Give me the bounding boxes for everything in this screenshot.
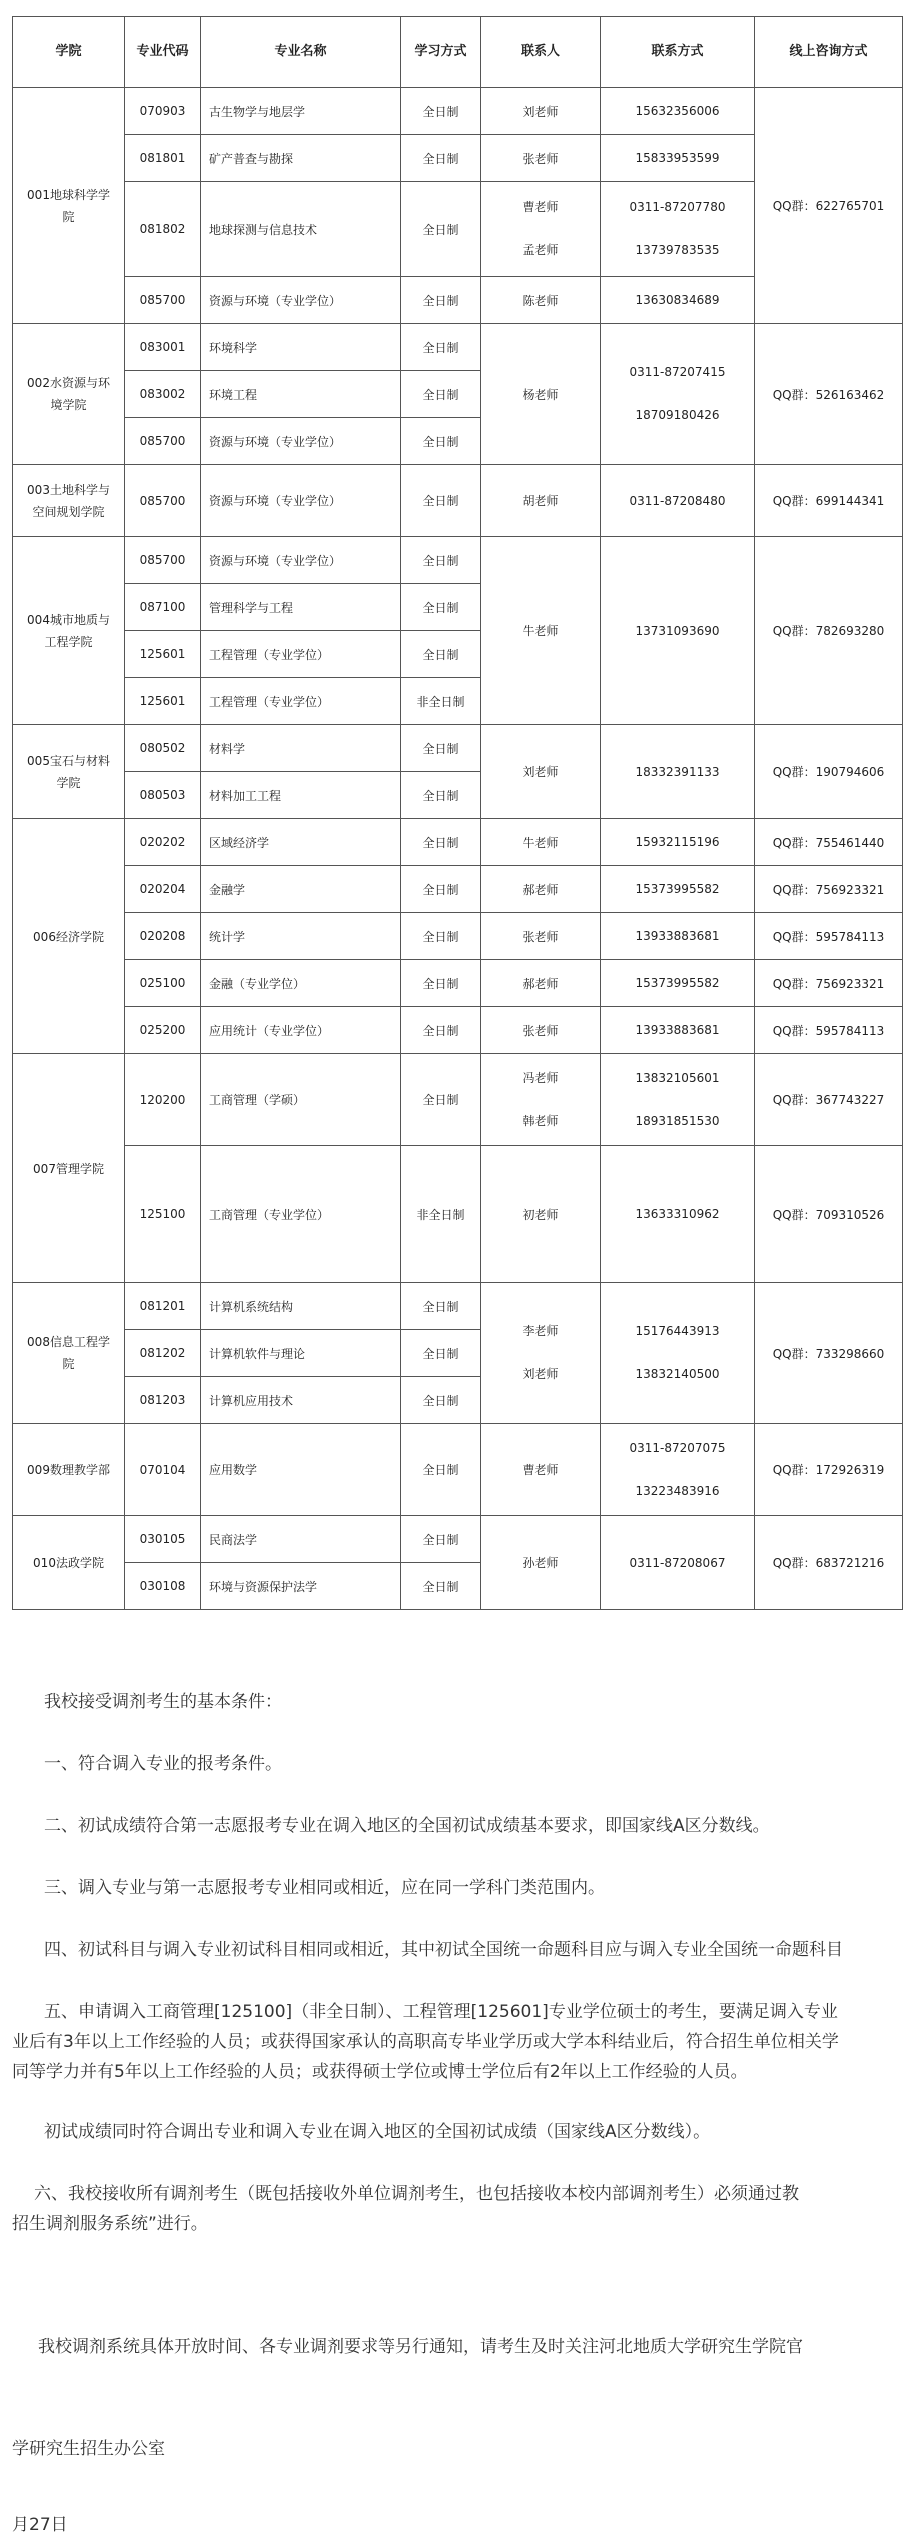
table-row xyxy=(13,866,903,913)
note-item-5-line-2: 业后有3年以上工作经验的人员；或获得国家承认的高职高专毕业学历或大学本科结业后，符合招生单位相关学 xyxy=(12,2032,839,2052)
qq-cell: QQ群：172926319 xyxy=(755,1424,903,1516)
major-cell: 工程管理（专业学位） xyxy=(201,678,401,725)
contact-cell: 杨老师 xyxy=(481,324,601,465)
contact-cell: 张老师 xyxy=(481,913,601,960)
mode-cell: 全日制 xyxy=(401,371,481,418)
college-cell: 005宝石与材料学院 xyxy=(13,725,125,819)
phone-cell-line: 0311-87207075 xyxy=(629,1440,726,1455)
mode-cell: 全日制 xyxy=(401,1424,481,1516)
note-item-2: 二、初试成绩符合第一志愿报考专业在调入地区的全国初试成绩基本要求，即国家线A区分数线。 xyxy=(44,1816,770,1836)
header-mode: 学习方式 xyxy=(401,17,481,88)
code-cell: 125601 xyxy=(125,631,201,678)
code-cell: 081201 xyxy=(125,1283,201,1330)
qq-cell: QQ群：595784113 xyxy=(755,1007,903,1054)
mode-cell: 全日制 xyxy=(401,725,481,772)
major-cell: 环境与资源保护法学 xyxy=(201,1563,401,1610)
code-cell: 080503 xyxy=(125,772,201,819)
mode-cell: 非全日制 xyxy=(401,1146,481,1283)
major-cell: 矿产普查与勘探 xyxy=(201,135,401,182)
note-item-5-line-1: 五、申请调入工商管理[125100]（非全日制）、工程管理[125601]专业学位硕士的考生，要满足调入专业 xyxy=(44,2002,838,2022)
phone-cell-line: 0311-87207415 xyxy=(629,365,726,379)
code-cell: 125100 xyxy=(125,1146,201,1283)
phone-cell: 15833953599 xyxy=(601,135,755,182)
code-cell: 025200 xyxy=(125,1007,201,1054)
college-cell: 004城市地质与工程学院 xyxy=(13,537,125,725)
notes-intro: 我校接受调剂考生的基本条件： xyxy=(44,1692,282,1712)
contact-cell-line: 韩老师 xyxy=(522,1113,559,1128)
signature: 学研究生招生办公室 xyxy=(12,2439,165,2459)
mode-cell: 全日制 xyxy=(401,1283,481,1330)
phone-cell-line: 13832105601 xyxy=(635,1070,720,1085)
mode-cell: 全日制 xyxy=(401,1563,481,1610)
contact-cell-line: 曹老师 xyxy=(522,200,559,214)
phone-cell: 13633310962 xyxy=(601,1146,755,1283)
mode-cell: 全日制 xyxy=(401,913,481,960)
note-item-5-line-3: 同等学力并有5年以上工作经验的人员；或获得硕士学位或博士学位后有2年以上工作经验的人员。 xyxy=(12,2062,748,2082)
major-cell: 环境科学 xyxy=(201,324,401,371)
note-item-5-extra: 初试成绩同时符合调出专业和调入专业在调入地区的全国初试成绩（国家线A区分数线）。 xyxy=(44,2122,711,2142)
table-row xyxy=(13,324,903,371)
college-cell: 006经济学院 xyxy=(13,819,125,1054)
code-cell: 070104 xyxy=(125,1424,201,1516)
code-cell: 081203 xyxy=(125,1377,201,1424)
phone-cell: 0311-87208480 xyxy=(601,465,755,537)
phone-cell: 15632356006 xyxy=(601,88,755,135)
table-row xyxy=(13,725,903,772)
code-cell: 025100 xyxy=(125,960,201,1007)
code-cell: 120200 xyxy=(125,1054,201,1146)
code-cell: 080502 xyxy=(125,725,201,772)
header-code: 专业代码 xyxy=(125,17,201,88)
header-qq: 线上咨询方式 xyxy=(755,17,903,88)
table-header-row xyxy=(13,17,903,88)
college-cell: 009数理教学部 xyxy=(13,1424,125,1516)
major-cell: 民商法学 xyxy=(201,1516,401,1563)
code-cell: 085700 xyxy=(125,465,201,537)
header-college: 学院 xyxy=(13,17,125,88)
phone-cell: 13933883681 xyxy=(601,1007,755,1054)
major-cell: 资源与环境（专业学位） xyxy=(201,277,401,324)
phone-cell: 18332391133 xyxy=(601,725,755,819)
contact-cell: 牛老师 xyxy=(481,537,601,725)
qq-cell: QQ群：709310526 xyxy=(755,1146,903,1283)
note-item-1: 一、符合调入专业的报考条件。 xyxy=(44,1754,282,1774)
major-cell: 古生物学与地层学 xyxy=(201,88,401,135)
contact-cell: 孙老师 xyxy=(481,1516,601,1610)
notice-paragraph: 我校调剂系统具体开放时间、各专业调剂要求等另行通知，请考生及时关注河北地质大学研究生学院官 xyxy=(38,2337,803,2357)
table-row xyxy=(13,88,903,135)
mode-cell: 全日制 xyxy=(401,324,481,371)
phone-cell: 13630834689 xyxy=(601,277,755,324)
header-major: 专业名称 xyxy=(201,17,401,88)
code-cell: 085700 xyxy=(125,277,201,324)
qq-cell: QQ群：756923321 xyxy=(755,866,903,913)
mode-cell: 全日制 xyxy=(401,537,481,584)
major-cell: 材料加工工程 xyxy=(201,772,401,819)
code-cell: 070903 xyxy=(125,88,201,135)
qq-cell: QQ群：622765701 xyxy=(755,88,903,324)
contact-cell: 刘老师 xyxy=(481,725,601,819)
phone-cell: 15373995582 xyxy=(601,960,755,1007)
phone-cell xyxy=(601,1283,755,1424)
phone-cell xyxy=(601,182,755,277)
phone-cell-line: 0311-87207780 xyxy=(629,200,726,214)
mode-cell: 全日制 xyxy=(401,277,481,324)
qq-cell: QQ群：756923321 xyxy=(755,960,903,1007)
phone-cell: 13933883681 xyxy=(601,913,755,960)
contact-cell: 胡老师 xyxy=(481,465,601,537)
contact-cell: 郝老师 xyxy=(481,866,601,913)
mode-cell: 全日制 xyxy=(401,465,481,537)
major-cell: 计算机系统结构 xyxy=(201,1283,401,1330)
mode-cell: 全日制 xyxy=(401,866,481,913)
major-cell: 工程管理（专业学位） xyxy=(201,631,401,678)
mode-cell: 全日制 xyxy=(401,182,481,277)
code-cell: 083002 xyxy=(125,371,201,418)
major-cell: 金融（专业学位） xyxy=(201,960,401,1007)
phone-cell-line: 18931851530 xyxy=(635,1113,720,1128)
note-item-6-line-2: 招生调剂服务系统”进行。 xyxy=(12,2214,208,2234)
contact-cell: 牛老师 xyxy=(481,819,601,866)
major-cell: 工商管理（专业学位） xyxy=(201,1146,401,1283)
code-cell: 081801 xyxy=(125,135,201,182)
major-cell: 资源与环境（专业学位） xyxy=(201,465,401,537)
mode-cell: 非全日制 xyxy=(401,678,481,725)
code-cell: 125601 xyxy=(125,678,201,725)
mode-cell: 全日制 xyxy=(401,1007,481,1054)
qq-cell: QQ群：755461440 xyxy=(755,819,903,866)
mode-cell: 全日制 xyxy=(401,631,481,678)
phone-cell: 0311-87208067 xyxy=(601,1516,755,1610)
major-cell: 工商管理（学硕） xyxy=(201,1054,401,1146)
table-row xyxy=(13,537,903,584)
qq-cell: QQ群：733298660 xyxy=(755,1283,903,1424)
qq-cell: QQ群：683721216 xyxy=(755,1516,903,1610)
table-row xyxy=(13,913,903,960)
mode-cell: 全日制 xyxy=(401,584,481,631)
phone-cell xyxy=(601,1424,755,1516)
table-row xyxy=(13,1007,903,1054)
contact-cell xyxy=(481,1054,601,1146)
major-cell: 计算机软件与理论 xyxy=(201,1330,401,1377)
note-item-6-line-1: 六、我校接收所有调剂考生（既包括接收外单位调剂考生，也包括接收本校内部调剂考生）必须通过教 xyxy=(34,2184,799,2204)
note-item-4: 四、初试科目与调入专业初试科目相同或相近，其中初试全国统一命题科目应与调入专业全国统一命题科目 xyxy=(44,1940,843,1960)
table-row xyxy=(13,1516,903,1563)
major-cell: 管理科学与工程 xyxy=(201,584,401,631)
college-cell: 007管理学院 xyxy=(13,1054,125,1283)
mode-cell: 全日制 xyxy=(401,1377,481,1424)
major-cell: 资源与环境（专业学位） xyxy=(201,537,401,584)
phone-cell xyxy=(601,324,755,465)
code-cell: 087100 xyxy=(125,584,201,631)
phone-cell-line: 15176443913 xyxy=(635,1324,720,1338)
qq-cell: QQ群：699144341 xyxy=(755,465,903,537)
phone-cell-line: 13223483916 xyxy=(635,1483,720,1498)
header-contact: 联系人 xyxy=(481,17,601,88)
major-cell: 环境工程 xyxy=(201,371,401,418)
contact-cell: 初老师 xyxy=(481,1146,601,1283)
major-cell: 地球探测与信息技术 xyxy=(201,182,401,277)
code-cell: 085700 xyxy=(125,537,201,584)
major-cell: 应用数学 xyxy=(201,1424,401,1516)
major-cell: 材料学 xyxy=(201,725,401,772)
code-cell: 020208 xyxy=(125,913,201,960)
mode-cell: 全日制 xyxy=(401,418,481,465)
contact-cell: 张老师 xyxy=(481,135,601,182)
major-cell: 区域经济学 xyxy=(201,819,401,866)
code-cell: 085700 xyxy=(125,418,201,465)
qq-cell: QQ群：526163462 xyxy=(755,324,903,465)
phone-cell-line: 13832140500 xyxy=(635,1367,720,1381)
code-cell: 081202 xyxy=(125,1330,201,1377)
mode-cell: 全日制 xyxy=(401,1054,481,1146)
code-cell: 083001 xyxy=(125,324,201,371)
college-cell: 010法政学院 xyxy=(13,1516,125,1610)
code-cell: 020202 xyxy=(125,819,201,866)
qq-cell: QQ群：367743227 xyxy=(755,1054,903,1146)
mode-cell: 全日制 xyxy=(401,1516,481,1563)
table-row xyxy=(13,465,903,537)
phone-cell: 15932115196 xyxy=(601,819,755,866)
mode-cell: 全日制 xyxy=(401,819,481,866)
mode-cell: 全日制 xyxy=(401,772,481,819)
contact-cell xyxy=(481,1283,601,1424)
contact-cell xyxy=(481,182,601,277)
contact-cell: 刘老师 xyxy=(481,88,601,135)
major-cell: 计算机应用技术 xyxy=(201,1377,401,1424)
contact-cell: 陈老师 xyxy=(481,277,601,324)
table-row xyxy=(13,960,903,1007)
college-cell: 001地球科学学院 xyxy=(13,88,125,324)
table-row xyxy=(13,1146,903,1283)
mode-cell: 全日制 xyxy=(401,135,481,182)
qq-cell: QQ群：595784113 xyxy=(755,913,903,960)
contact-cell-line: 刘老师 xyxy=(522,1367,559,1381)
contact-cell-line: 李老师 xyxy=(522,1324,559,1338)
major-cell: 应用统计（专业学位） xyxy=(201,1007,401,1054)
adjustment-table xyxy=(12,16,903,1610)
table-body xyxy=(13,88,903,1610)
phone-cell: 15373995582 xyxy=(601,866,755,913)
notice-date: 月27日 xyxy=(12,2515,68,2535)
college-cell: 003土地科学与空间规划学院 xyxy=(13,465,125,537)
contact-cell-line: 孟老师 xyxy=(522,243,559,257)
phone-cell xyxy=(601,1054,755,1146)
code-cell: 030105 xyxy=(125,1516,201,1563)
contact-cell: 曹老师 xyxy=(481,1424,601,1516)
table-row xyxy=(13,1424,903,1516)
mode-cell: 全日制 xyxy=(401,88,481,135)
phone-cell-line: 18709180426 xyxy=(635,408,720,422)
college-cell: 002水资源与环境学院 xyxy=(13,324,125,465)
note-item-3: 三、调入专业与第一志愿报考专业相同或相近，应在同一学科门类范围内。 xyxy=(44,1878,605,1898)
code-cell: 030108 xyxy=(125,1563,201,1610)
major-cell: 资源与环境（专业学位） xyxy=(201,418,401,465)
major-cell: 金融学 xyxy=(201,866,401,913)
contact-cell: 郝老师 xyxy=(481,960,601,1007)
phone-cell: 13731093690 xyxy=(601,537,755,725)
phone-cell-line: 13739783535 xyxy=(635,243,720,257)
code-cell: 020204 xyxy=(125,866,201,913)
code-cell: 081802 xyxy=(125,182,201,277)
mode-cell: 全日制 xyxy=(401,960,481,1007)
qq-cell: QQ群：190794606 xyxy=(755,725,903,819)
table-row xyxy=(13,1054,903,1146)
mode-cell: 全日制 xyxy=(401,1330,481,1377)
table-row xyxy=(13,1283,903,1330)
header-phone: 联系方式 xyxy=(601,17,755,88)
contact-cell-line: 冯老师 xyxy=(522,1070,559,1085)
qq-cell: QQ群：782693280 xyxy=(755,537,903,725)
contact-cell: 张老师 xyxy=(481,1007,601,1054)
table-row xyxy=(13,819,903,866)
major-cell: 统计学 xyxy=(201,913,401,960)
college-cell: 008信息工程学院 xyxy=(13,1283,125,1424)
